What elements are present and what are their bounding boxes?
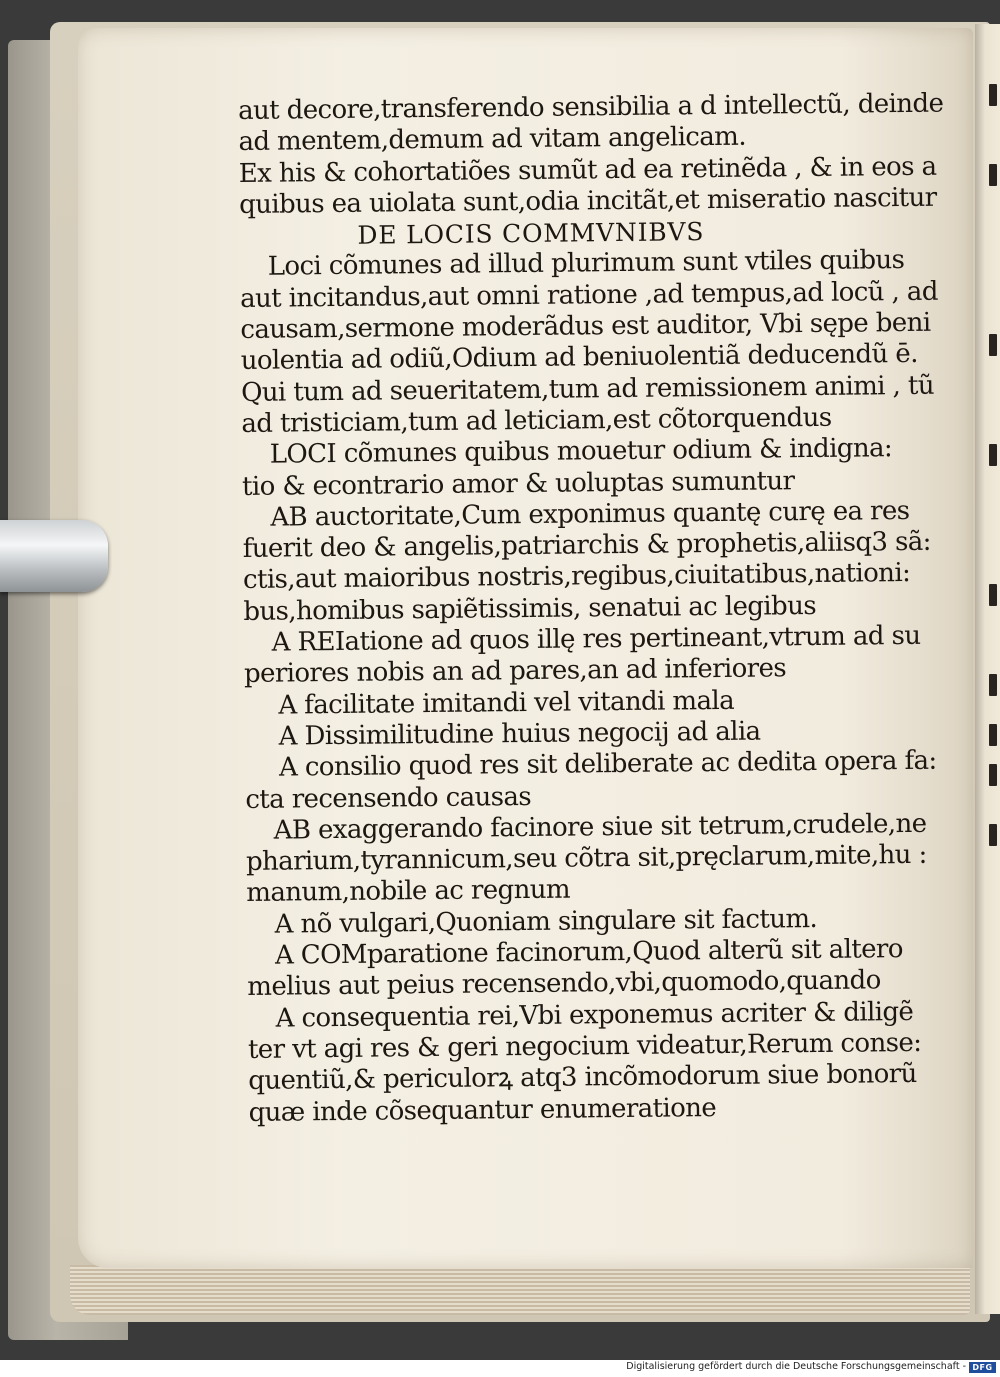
text-line: cta recensendo causas <box>245 781 532 815</box>
facing-page <box>975 24 1000 1314</box>
facing-page-glyph <box>989 164 997 186</box>
text-line: fuerit deo & angelis,patriarchis & prophetis,aliisq3 sã: <box>242 526 931 565</box>
text-line: quentiũ,& periculorꝝ atq3 incõmodorum siue bonorũ <box>248 1059 917 1097</box>
facing-page-glyph <box>989 84 997 106</box>
text-line: causam,sermone moderãdus est auditor, Vbi sępe beni <box>240 307 931 346</box>
facing-page-glyph <box>989 584 997 606</box>
text-line: A COMparatione facinorum,Quod alterũ sit altero <box>274 934 904 971</box>
text-line: AB exaggerando facinore siue sit tetrum,crudele,ne <box>273 808 927 846</box>
text-line: manum,nobile ac regnum <box>246 874 571 909</box>
facing-page-glyph <box>989 444 997 466</box>
text-line: ter vt agi res & geri negocium videatur,Rerum conse: <box>247 1027 922 1065</box>
text-line: bus,homibus sapiẽtissimis, senatui ac legibus <box>243 590 817 627</box>
text-line: quæ inde cõsequantur enumeratione <box>248 1092 717 1128</box>
page-text <box>238 88 944 1129</box>
text-line: A REIatione ad quos illę res pertineant,vtrum ad su <box>271 620 921 658</box>
text-line: A consilio quod res sit deliberate ac dedita opera fa: <box>278 745 937 783</box>
facing-page-glyph <box>989 334 997 356</box>
text-line: ad mentem,demum ad vitam angelicam. <box>238 121 747 158</box>
text-line: periores nobis an ad pares,an ad inferiores <box>243 653 787 690</box>
text-line: melius aut peius recensendo,vbi,quomodo,quando <box>247 965 881 1003</box>
facing-page-glyph <box>989 724 997 746</box>
text-line: A nõ vulgari,Quoniam singulare sit factum. <box>274 903 818 940</box>
text-line: A consequentia rei,Vbi exponemus acriter & diligẽ <box>275 996 914 1034</box>
text-line: tio & econtrario amor & uoluptas sumuntur <box>241 465 795 502</box>
facing-page-glyph <box>989 764 997 786</box>
text-line: pharium,tyrannicum,seu cõtra sit,pręclarum,mite,hu : <box>245 839 927 878</box>
text-line: aut incitandus,aut omni ratione ,ad tempus,ad locũ , ad <box>239 276 938 314</box>
facing-page-glyph <box>989 674 997 696</box>
text-line: Ex his & cohortatiões sumũt ad ea retinẽda , & in eos a <box>238 151 937 189</box>
text-line: AB auctoritate,Cum exponimus quantę curę ea res <box>270 495 910 533</box>
text-line: quibus ea uiolata sunt,odia incitãt,et miseratio nascitur <box>238 182 937 220</box>
facing-page-glyph <box>989 824 997 846</box>
page-clip <box>0 520 108 592</box>
text-line: ctis,aut maioribus nostris,regibus,ciuitatibus,nationi: <box>242 558 911 596</box>
footer-credit: Digitalisierung gefördert durch die Deutsche Forschungsgemeinschaft - <box>626 1361 966 1372</box>
text-line: LOCI cõmunes quibus mouetur odium & indigna: <box>269 433 893 470</box>
page-edges <box>70 1265 970 1315</box>
text-line: Loci cõmunes ad illud plurimum sunt vtiles quibus <box>267 245 905 283</box>
dfg-logo: DFG <box>969 1362 996 1373</box>
text-line: ad tristiciam,tum ad leticiam,est cõtorquendus <box>241 402 832 439</box>
text-line: A facilitate imitandi vel vitandi mala <box>278 685 735 721</box>
text-line: A Dissimilitudine huius negocij ad alia <box>278 716 761 752</box>
text-line: aut decore,transferendo sensibilia a d intellectũ, deinde <box>238 88 944 126</box>
section-heading: DE LOCIS COMMVNIBVS <box>357 217 705 250</box>
text-line: Qui tum ad seueritatem,tum ad remissionem animi , tũ <box>240 370 935 408</box>
text-line: uolentia ad odiũ,Odium ad beniuolentiã deducendũ ē. <box>240 339 918 377</box>
